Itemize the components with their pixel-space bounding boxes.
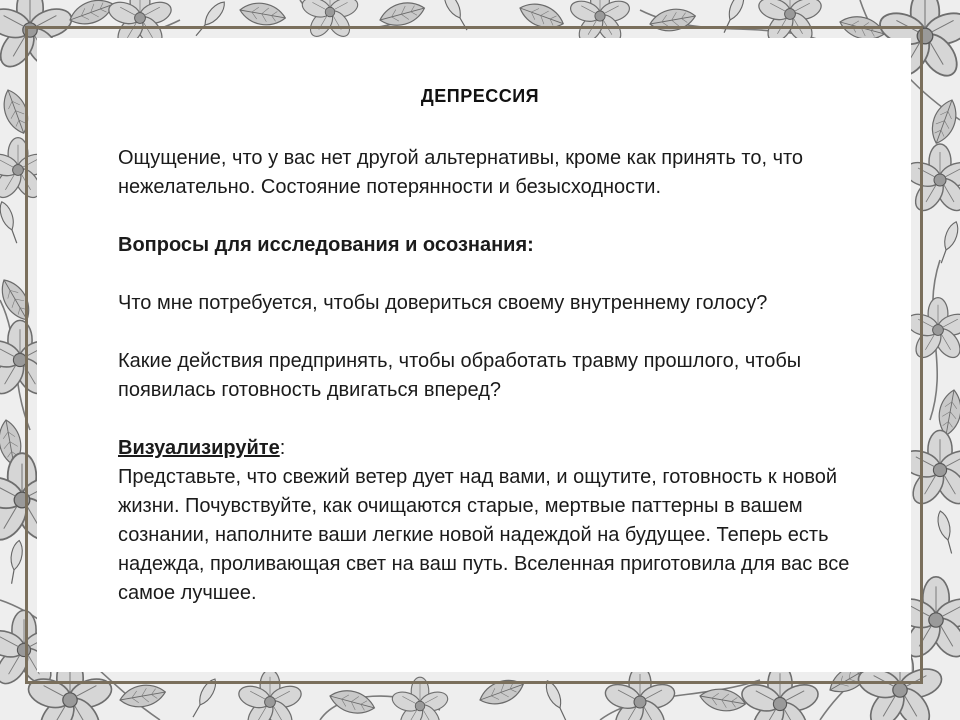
question-2: Какие действия предпринять, чтобы обработать травму прошлого, чтобы появилась готовность двигаться вперед? [118, 350, 802, 401]
question-1: Что мне потребуется, чтобы довериться своему внутреннему голосу? [118, 292, 768, 314]
visualize-heading-line [118, 434, 878, 463]
visualize-heading: Визуализируйте [118, 437, 280, 459]
text-body [118, 144, 878, 608]
visualize-paragraph: Представьте, что свежий ветер дует над вами, и ощутите, готовность к новой жизни. Почувствуйте, как очищаются старые, мертвые паттерны в вашем сознании, наполните ваши легкие новой надеждой на будущее. Теперь есть надежда, проливающая свет на ваш путь. Вселенная приготовила для вас все самое лучшее. [118, 466, 850, 604]
questions-heading: Вопросы для исследования и осознания: [118, 234, 534, 256]
intro-paragraph: Ощущение, что у вас нет другой альтернативы, кроме как принять то, что нежелательно. Состояние потерянности и безысходности. [118, 147, 804, 198]
page-title: ДЕПРЕССИЯ [420, 86, 540, 106]
visualize-colon: : [279, 437, 286, 459]
